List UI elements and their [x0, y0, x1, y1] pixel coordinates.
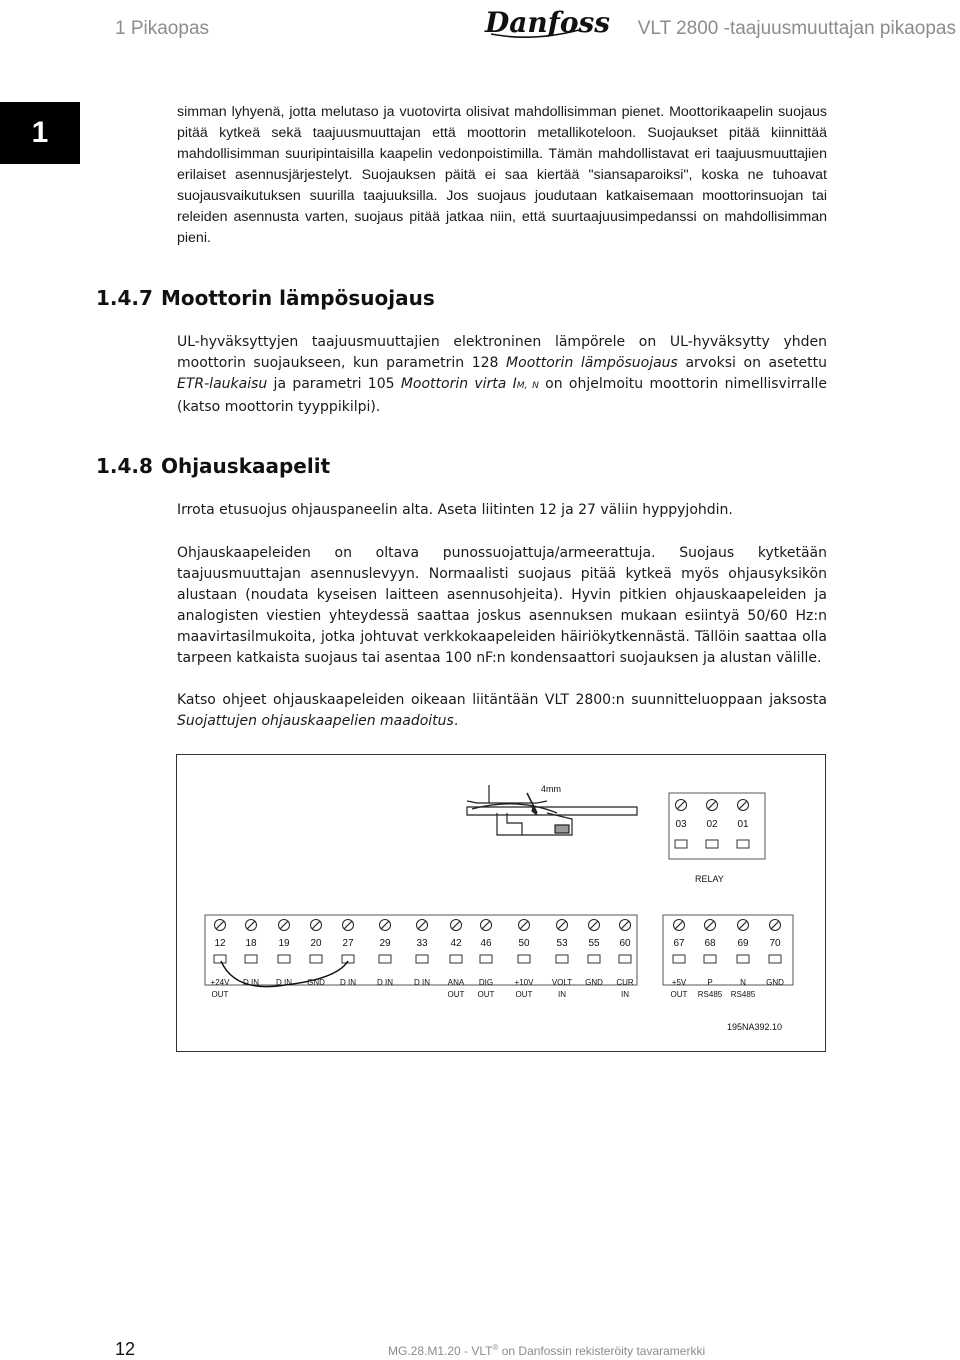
relay-terminal-group	[675, 800, 749, 849]
terminal-number: 18	[245, 938, 257, 949]
terminal-slot	[737, 955, 749, 963]
footer-reg-mark: ®	[492, 1343, 499, 1352]
terminal-function-label: +24V	[210, 978, 230, 987]
terminal-number: 67	[673, 938, 685, 949]
section-148-heading	[96, 454, 330, 478]
terminal-slot	[278, 955, 290, 963]
terminal-function-sublabel: OUT	[447, 990, 465, 999]
screw-icon	[215, 920, 226, 931]
footer-trademark-text: on Danfossin rekisteröity tavaramerkki	[498, 1344, 706, 1358]
terminal-12	[211, 920, 231, 1000]
terminal-function-sublabel: OUT	[477, 990, 495, 999]
terminal-number: 01	[737, 819, 749, 830]
terminal-slot	[619, 955, 631, 963]
figure-code: 195NA392.10	[727, 1022, 783, 1032]
page-number: 12	[115, 1339, 136, 1359]
terminal-number: 53	[556, 938, 568, 949]
terminal-02	[706, 800, 718, 849]
section-148-p3-block	[177, 690, 827, 732]
terminal-55	[585, 920, 603, 988]
terminal-60	[616, 920, 634, 1000]
screw-icon	[620, 920, 631, 931]
terminal-slot	[416, 955, 428, 963]
terminal-29	[377, 920, 393, 988]
terminal-function-label: VOLT	[551, 978, 573, 987]
screw-icon	[738, 920, 749, 931]
terminal-number: 50	[518, 938, 530, 949]
screw-icon	[589, 920, 600, 931]
screw-icon	[519, 920, 530, 931]
terminal-slot	[310, 955, 322, 963]
s148-p3-reference: Suojattujen ohjauskaapelien maadoitus	[177, 713, 454, 729]
section-147-heading	[96, 286, 435, 310]
terminal-function-label: D IN	[377, 978, 393, 987]
terminal-number: 03	[675, 819, 687, 830]
terminal-function-label: D IN	[243, 978, 259, 987]
screw-icon	[279, 920, 290, 931]
terminal-function-label: GND	[307, 978, 325, 987]
terminal-01	[737, 800, 749, 849]
terminal-function-sublabel: OUT	[211, 990, 229, 999]
terminal-function-label: D IN	[340, 978, 356, 987]
s147-text-4: on ohjelmoitu moottorin nimellisvirralle (katso moottorin tyyppikilpi).	[177, 376, 827, 415]
terminal-19	[276, 920, 292, 988]
terminal-18	[243, 920, 259, 988]
screw-icon	[557, 920, 568, 931]
terminal-number: 20	[310, 938, 322, 949]
intro-block	[177, 102, 827, 249]
s147-param-value: ETR-laukaisu	[177, 376, 268, 392]
screw-icon	[770, 920, 781, 931]
terminal-number: 55	[588, 938, 600, 949]
terminal-slot	[518, 955, 530, 963]
terminal-function-sublabel: RS485	[697, 990, 723, 999]
terminal-46	[478, 920, 495, 1000]
terminal-number: 42	[450, 938, 462, 949]
terminal-function-sublabel: OUT	[670, 990, 688, 999]
screw-icon	[705, 920, 716, 931]
terminal-function-label: P	[707, 978, 713, 987]
chapter-tab: 1	[0, 102, 80, 164]
terminal-diagram	[177, 755, 825, 1051]
terminal-slot	[379, 955, 391, 963]
terminal-slot	[675, 840, 687, 848]
relay-label: RELAY	[695, 874, 724, 884]
section-148-p2-block	[177, 543, 827, 669]
section-148-paragraph-1: Irrota etusuojus ohjauspaneelin alta. Aseta liitinten 12 ja 27 väliin hyppyjohdin.	[177, 502, 733, 518]
terminal-slot	[214, 955, 226, 963]
serial-terminal-group	[671, 920, 785, 1000]
terminal-slot	[673, 955, 685, 963]
s148-p3-text: Katso ohjeet ohjauskaapeleiden oikeaan liitäntään VLT 2800:n suunnitteluoppaan jaksosta	[177, 692, 827, 708]
terminal-function-label: GND	[585, 978, 603, 987]
section-148-p1-block	[177, 500, 827, 521]
terminal-number: 33	[416, 938, 428, 949]
terminal-number: 69	[737, 938, 749, 949]
screw-icon	[707, 800, 718, 811]
intro-paragraph: simman lyhyenä, jotta melutaso ja vuotovirta olisivat mahdollisimman pienet. Moottorikaapelin suojaus pitää kytkeä sekä taajuusmuuttajan että moottorin metallikoteloon. Suojaukset pitää kiinnittää mahdollisimman suuripintaisilla kaapelin vedonpoistimilla. Tämän mahdollistavat eri taajuusmuuttajien erilaiset asennusjärjestelyt. Suojauksen päitä ei saa kiertää "siansaparoiksi", koska ne tuhoavat suojausvaikutuksen suurilla taajuuksilla. Jos suojaus joudutaan katkaisemaan moottorinsuojan tai releiden asennusta varten, suojaus pitää jatkaa niin, että suurtaajuusimpedanssi on mahdollisimman pieni.	[177, 104, 827, 246]
screw-icon	[343, 920, 354, 931]
terminal-slot	[450, 955, 462, 963]
section-148-number: 1.4.8	[96, 454, 153, 478]
terminal-number: 12	[214, 938, 226, 949]
terminal-70	[766, 920, 784, 988]
terminal-function-label: GND	[766, 978, 784, 987]
terminal-number: 70	[769, 938, 781, 949]
screw-icon	[311, 920, 322, 931]
section-147-title: Moottorin lämpösuojaus	[160, 286, 435, 310]
terminal-slot	[704, 955, 716, 963]
terminal-03	[675, 800, 687, 849]
terminal-number: 19	[278, 938, 290, 949]
danfoss-logo	[483, 2, 611, 42]
terminal-slot	[769, 955, 781, 963]
terminal-68	[698, 920, 723, 1000]
terminal-slot	[737, 840, 749, 848]
screw-icon	[676, 800, 687, 811]
screw-icon	[674, 920, 685, 931]
terminal-33	[414, 920, 430, 988]
header-section-title: 1 Pikaopas	[115, 18, 210, 39]
main-terminal-group	[211, 920, 634, 1000]
terminal-function-label: CUR	[616, 978, 634, 987]
dimension-label: 4mm	[541, 784, 561, 794]
terminal-function-label: +10V	[514, 978, 534, 987]
header-document-title: VLT 2800 -taajuusmuuttajan pikaopas	[637, 18, 956, 39]
terminal-function-sublabel: RS485	[730, 990, 756, 999]
terminal-function-sublabel: OUT	[515, 990, 533, 999]
screw-icon	[380, 920, 391, 931]
screw-icon	[481, 920, 492, 931]
terminal-number: 68	[704, 938, 716, 949]
terminal-function-sublabel: IN	[621, 990, 629, 999]
terminal-function-label: D IN	[414, 978, 430, 987]
terminal-slot	[706, 840, 718, 848]
terminal-function-sublabel: IN	[558, 990, 566, 999]
section-147-number: 1.4.7	[96, 286, 153, 310]
s147-text-1: UL-hyväksyttyjen taajuusmuuttajien elektroninen lämpörele on UL-hyväksytty yhden moottorin suojaukseen, kun parametrin 128	[177, 334, 827, 371]
section-147-body	[177, 332, 827, 418]
terminal-function-label: D IN	[276, 978, 292, 987]
serial-terminal-frame	[663, 915, 793, 985]
terminal-slot	[556, 955, 568, 963]
s147-text-3: ja parametri 105	[267, 376, 401, 392]
screw-icon	[451, 920, 462, 931]
terminal-slot	[480, 955, 492, 963]
terminal-function-label: ANA	[447, 978, 465, 987]
terminal-27	[340, 920, 356, 988]
terminal-69	[731, 920, 756, 1000]
terminal-number: 02	[706, 819, 718, 830]
section-148-paragraph-2: Ohjauskaapeleiden on oltava punossuojattuja/armeerattuja. Suojaus kytketään taajuusmuuttajan asennuslevyyn. Normaalisti suojaus pitää kytkeä myös ohjausyksikön alustaan (noudata kyseisen laitteen asennusohjeita). Hyvin pitkien ohjauskaapeleiden ja analogisten viestien yhteydessä saattaa joskus asennuksen mukaan esiintyä 50/60 Hz:n maavirtasilmukoita, jotka johtuvat verkkokaapeleiden häiriökytkennästä. Tällöin saattaa olla tarpeen katkaista suojaus tai asentaa 100 nF:n kondensaattori suojauksen ja alustan välille.	[177, 545, 827, 666]
terminal-slot	[245, 955, 257, 963]
screw-icon	[417, 920, 428, 931]
terminal-function-label: N	[740, 978, 746, 987]
footer-doc-ref: MG.28.M1.20 - VLT	[388, 1344, 493, 1358]
control-terminals-figure	[176, 754, 826, 1052]
terminal-function-label: DIG	[478, 978, 494, 987]
s148-p3-end: .	[453, 713, 459, 729]
terminal-67	[671, 920, 688, 1000]
terminal-number: 29	[379, 938, 391, 949]
footer-text	[388, 1343, 705, 1358]
screw-icon	[738, 800, 749, 811]
section-148-title: Ohjauskaapelit	[160, 454, 331, 478]
terminal-function-label: +5V	[671, 978, 687, 987]
s147-param-name-2: Moottorin virta I	[400, 376, 517, 392]
logo-text: Danfoss	[485, 6, 611, 39]
section-147-paragraph	[177, 332, 827, 418]
s147-text-2: arvoksi on asetettu	[677, 355, 827, 371]
terminal-42	[448, 920, 465, 1000]
s147-param-name-1: Moottorin lämpösuojaus	[506, 355, 678, 371]
section-148-paragraph-3	[177, 690, 827, 732]
terminal-slot	[588, 955, 600, 963]
screw-icon	[246, 920, 257, 931]
terminal-number: 60	[619, 938, 631, 949]
terminal-50	[515, 920, 535, 1000]
terminal-number: 27	[342, 938, 354, 949]
terminal-number: 46	[480, 938, 492, 949]
s147-param-sub: M, N	[516, 381, 539, 391]
terminal-53	[552, 920, 572, 1000]
